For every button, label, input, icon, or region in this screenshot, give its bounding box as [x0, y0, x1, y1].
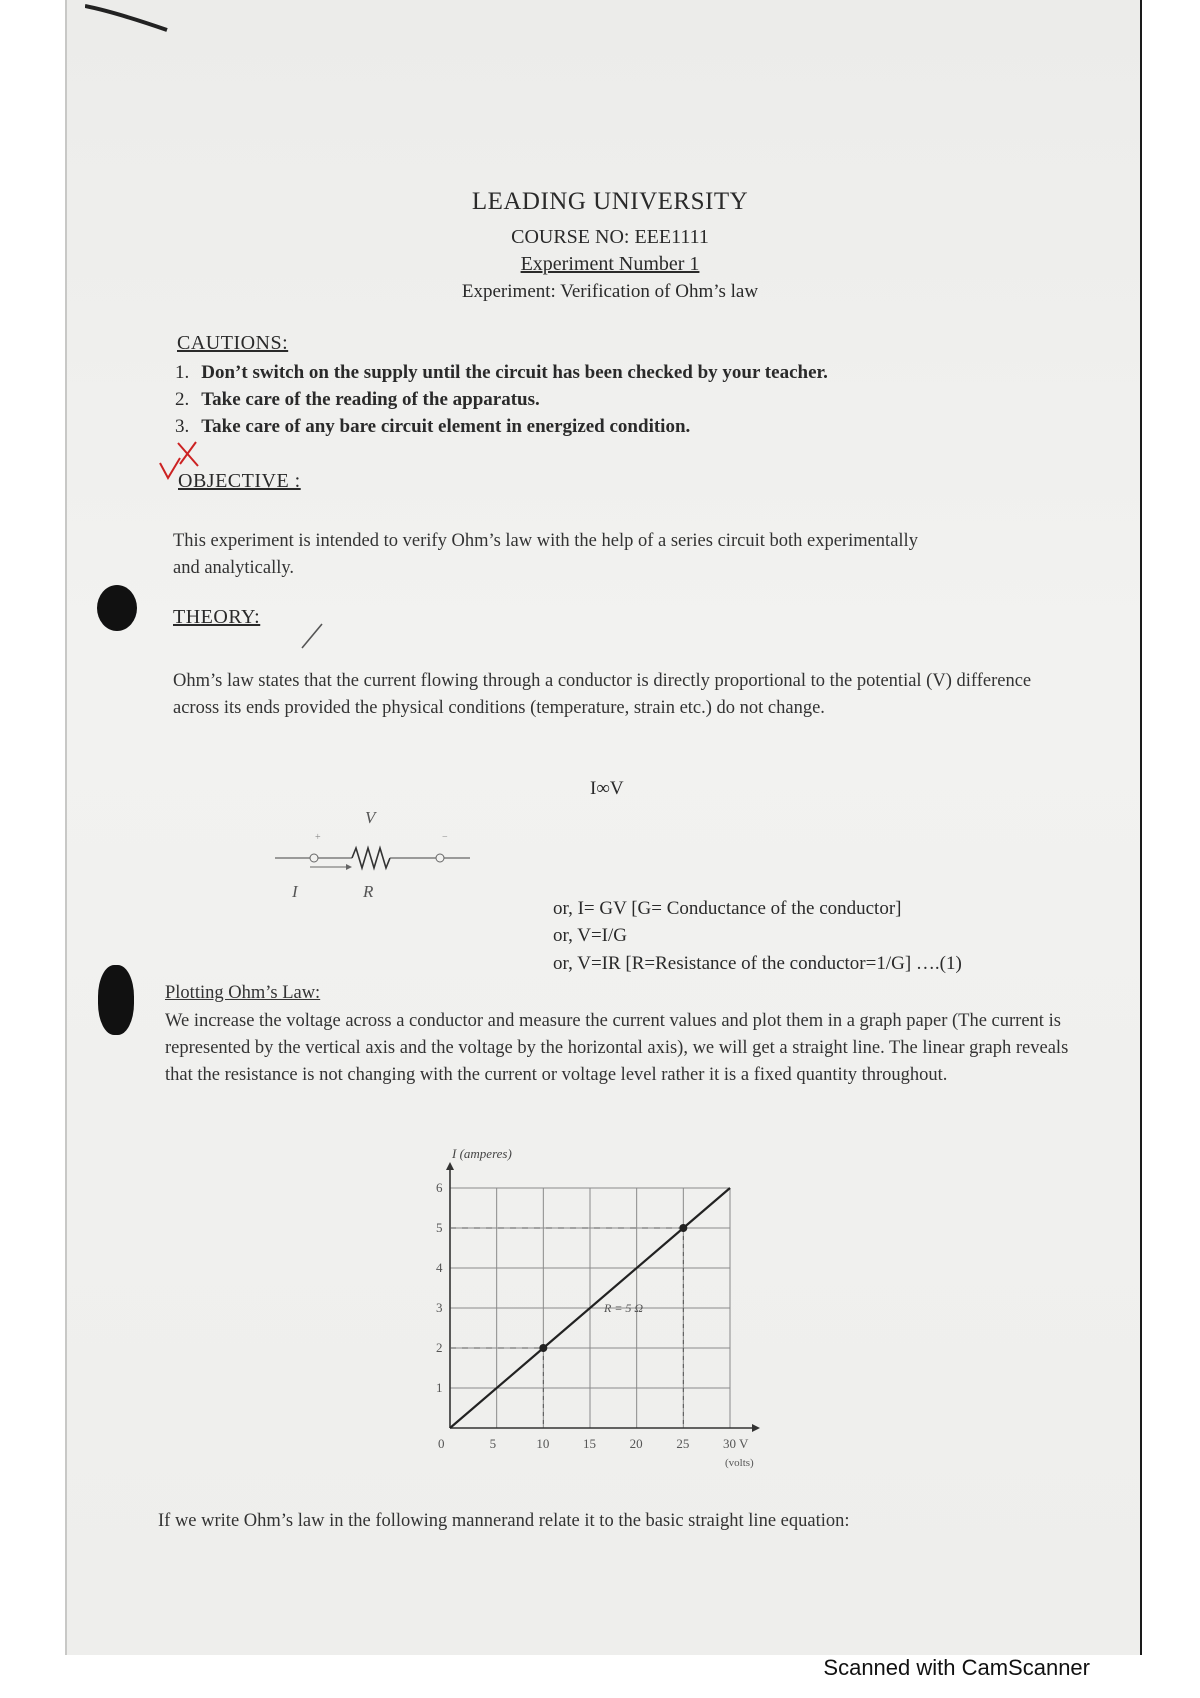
caution-text: Take care of any bare circuit element in energized condition.	[201, 416, 691, 437]
caution-number: 1.	[175, 362, 190, 383]
pencil-stroke-mark	[300, 620, 330, 650]
resistance-annotation: R = 5 Ω	[604, 1301, 644, 1315]
y-axis-arrow	[446, 1162, 454, 1170]
x-axis-arrow	[752, 1424, 760, 1432]
x-tick-label: 30 V	[723, 1436, 749, 1451]
pen-stroke-mark	[85, 0, 175, 40]
circuit-label-r: R	[363, 882, 374, 901]
experiment-number: Experiment Number 1	[520, 253, 700, 275]
y-axis-label: I (amperes)	[452, 1146, 512, 1161]
current-arrow	[346, 864, 352, 870]
x-tick-label: 5	[489, 1436, 497, 1451]
y-tick-label: 1	[436, 1380, 443, 1395]
equation-line: or, V=IR [R=Resistance of the conductor=1/G] ….(1)	[553, 953, 962, 974]
caution-number: 2.	[175, 389, 190, 410]
punch-hole-bottom	[98, 965, 134, 1035]
x-tick-label: 15	[583, 1436, 596, 1451]
university-name: LEADING UNIVERSITY	[471, 188, 749, 215]
punch-hole-top	[97, 585, 137, 631]
x-tick-label: 0	[438, 1436, 445, 1451]
equation-line: or, I= GV [G= Conductance of the conductor]	[553, 898, 902, 919]
objective-text: This experiment is intended to verify Ohm’s law with the help of a series circuit both experimentally and analytically.	[173, 531, 918, 578]
y-tick-label: 6	[436, 1180, 443, 1195]
caution-text: Don’t switch on the supply until the circuit has been checked by your teacher.	[201, 362, 828, 383]
resistor-symbol	[352, 848, 390, 868]
course-number: COURSE NO: EEE1111	[511, 226, 709, 248]
cautions-title: CAUTIONS:	[177, 332, 289, 354]
circuit-diagram	[270, 805, 490, 915]
plotting-title: Plotting Ohm’s Law:	[165, 983, 321, 1003]
caution-text: Take care of the reading of the apparatus.	[201, 389, 540, 410]
objective-title: OBJECTIVE :	[178, 470, 301, 492]
page-edge-shadow	[65, 0, 67, 1655]
x-tick-label: 10	[536, 1436, 550, 1451]
x-tick-label: 20	[629, 1436, 643, 1451]
caution-item	[175, 416, 690, 438]
y-tick-label: 2	[436, 1340, 443, 1355]
caution-item	[175, 362, 828, 384]
x-axis-unit-label: (volts)	[725, 1457, 754, 1469]
y-tick-label: 3	[436, 1300, 443, 1315]
y-tick-label: 5	[436, 1220, 443, 1235]
circuit-label-i: I	[292, 882, 298, 901]
theory-text: Ohm’s law states that the current flowing through a conductor is directly proportional to the potential (V) difference across its ends provided the physical conditions (temperature, strain etc.) do not change.	[173, 671, 1032, 718]
x-tick-label: 25	[676, 1436, 690, 1451]
caution-item	[175, 389, 540, 411]
circuit-label-plus: +	[315, 832, 321, 843]
proportional-formula: I∞V	[590, 778, 624, 799]
ohms-law-graph	[420, 1140, 800, 1480]
caution-number: 3.	[175, 416, 190, 437]
y-tick-label: 4	[436, 1260, 443, 1275]
equation-line: or, V=I/G	[553, 925, 627, 946]
circuit-label-v: V	[365, 808, 376, 827]
data-point	[539, 1344, 547, 1352]
experiment-title: Experiment: Verification of Ohm’s law	[461, 281, 759, 302]
theory-title: THEORY:	[173, 606, 261, 628]
data-point	[679, 1224, 687, 1232]
circuit-label-minus: −	[442, 832, 448, 843]
scanner-watermark: Scanned with CamScanner	[823, 1655, 1090, 1680]
closing-text: If we write Ohm’s law in the following mannerand relate it to the basic straight line equation:	[158, 1511, 850, 1531]
plotting-text: We increase the voltage across a conductor and measure the current values and plot them in a graph paper (The current is represented by the vertical axis and the voltage by the horizontal axis), we will get a straight line. The linear graph reveals that the resistance is not changing with the current or voltage level rather it is a fixed quantity throughout.	[165, 1011, 1069, 1085]
